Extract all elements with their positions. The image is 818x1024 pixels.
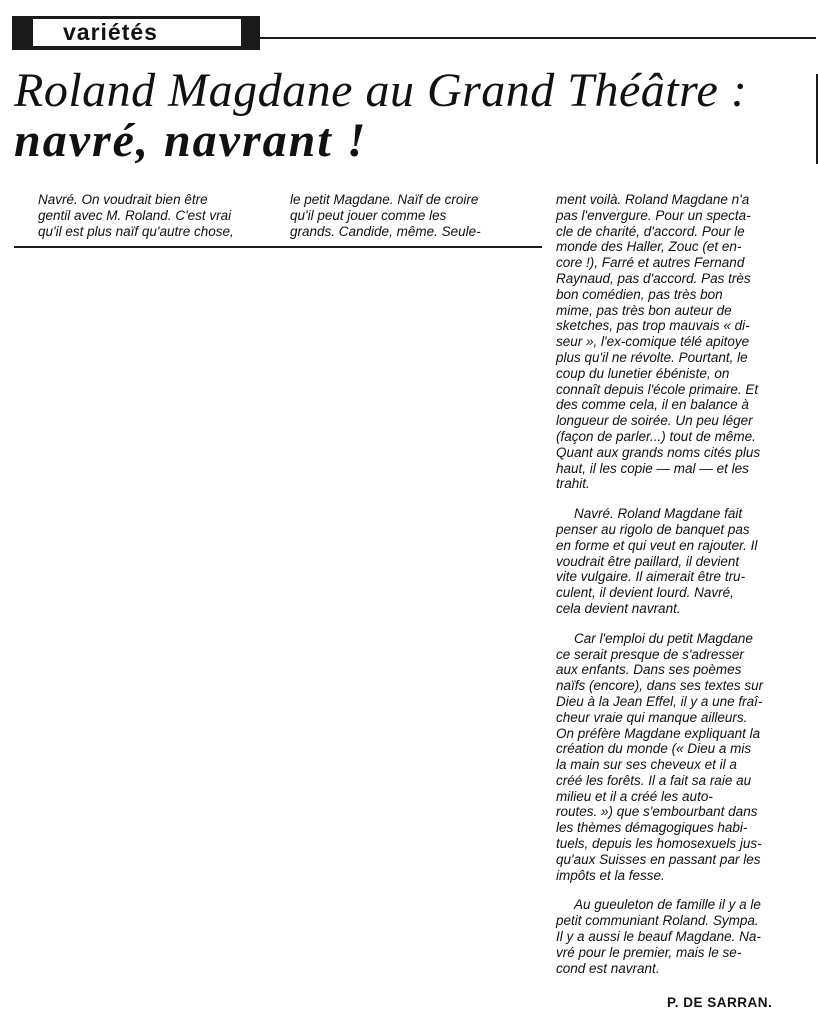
paragraph <box>18 192 276 239</box>
text-line: haut, il les copie — mal — et les <box>556 460 749 476</box>
text-line: plus qu'il ne révolte. Pourtant, le <box>556 349 748 365</box>
text-line: Navré. On voudrait bien être <box>38 192 208 207</box>
text-line: aux enfants. Dans ses poèmes <box>556 662 742 678</box>
text-line: en forme et qui veut en rajouter. Il <box>556 537 758 553</box>
text-line: Quant aux grands noms cités plus <box>556 444 761 460</box>
paragraph <box>556 631 806 884</box>
text-line: Il y a aussi le beauf Magdane. Na- <box>556 929 761 945</box>
text-line: voudrait être paillard, il devient <box>556 553 740 569</box>
text-line: seur », l'ex-comique télé apitoye <box>556 334 750 350</box>
text-line: connaît depuis l'école primaire. Et <box>556 381 759 397</box>
text-line: qu'il peut jouer comme les <box>290 207 447 223</box>
text-line: Car l'emploi du petit Magdane <box>574 630 753 646</box>
text-line: petit communiant Roland. Sympa. <box>556 913 759 929</box>
text-line: qu'aux Suisses en passant par les <box>556 851 761 867</box>
text-line: cond est navrant. <box>556 960 660 976</box>
text-line: vré pour le premier, mais le se- <box>556 944 742 960</box>
text-line: création du monde (« Dieu a mis <box>556 741 752 757</box>
text-line: milieu et il a créé les auto- <box>556 788 713 804</box>
text-line: culent, il devient lourd. Navré, <box>556 585 734 601</box>
text-line: les thèmes démagogiques habi- <box>556 820 748 836</box>
text-line: vite vulgaire. Il aimerait être tru- <box>556 569 746 585</box>
headline-line-1: Roland Magdane au Grand Théâtre : <box>14 64 748 117</box>
text-line: le petit Magdane. Naïf de croire <box>290 192 479 207</box>
text-line: cle de charité, d'accord. Pour le <box>556 223 745 239</box>
text-line: cheur vraie qui manque ailleurs. <box>556 709 748 725</box>
paragraph <box>556 192 806 492</box>
text-line: impôts et la fesse. <box>556 867 665 883</box>
article-column-2 <box>290 192 540 253</box>
text-line: tuels, depuis les homosexuels jus- <box>556 836 762 852</box>
text-line: (façon de parler...) tout de même. <box>556 428 756 444</box>
paragraph <box>556 897 806 976</box>
text-line: Dieu à la Jean Effel, il y a une fraî- <box>556 693 763 709</box>
author-signature: P. DE SARRAN. <box>667 995 773 1010</box>
text-line: monde des Haller, Zouc (et en- <box>556 239 742 255</box>
rubric-rule <box>260 37 816 39</box>
text-line: bon comédien, pas très bon <box>556 286 723 302</box>
text-line: grands. Candide, même. Seule- <box>290 223 481 239</box>
text-line: Navré. Roland Magdane fait <box>574 506 743 522</box>
text-line: core !), Farré et autres Fernand <box>556 255 745 271</box>
text-line: ment voilà. Roland Magdane n'a <box>556 192 750 207</box>
text-line: Raynaud, pas d'accord. Pas très <box>556 270 751 286</box>
headline-line-2: navré, navrant ! <box>14 114 368 167</box>
text-line: longueur de soirée. Un peu léger <box>556 413 753 429</box>
text-line: créé les forêts. Il a fait sa raie au <box>556 772 752 788</box>
text-line: mime, pas très bon auteur de <box>556 302 732 318</box>
paragraph <box>290 192 540 239</box>
columns-underline <box>14 246 542 248</box>
text-line: sketches, pas trop mauvais « di- <box>556 318 750 334</box>
rubric-label: variétés <box>33 19 241 46</box>
text-line: pas l'envergure. Pour un specta- <box>556 207 751 223</box>
text-line: la main sur ses cheveux et il a <box>556 757 737 773</box>
text-line: naïfs (encore), dans ses textes sur <box>556 678 764 694</box>
text-line: On préfère Magdane expliquant la <box>556 725 761 741</box>
text-line: qu'il est plus naïf qu'autre chose, <box>38 223 234 239</box>
text-line: des comme cela, il en balance à <box>556 397 749 413</box>
text-line: Au gueuleton de famille il y a le <box>574 897 761 913</box>
text-line: penser au rigolo de banquet pas <box>556 521 750 537</box>
text-line: gentil avec M. Roland. C'est vrai <box>38 207 232 223</box>
headline <box>14 66 804 166</box>
text-line: trahit. <box>556 476 590 492</box>
article-column-3 <box>556 192 806 990</box>
text-line: routes. ») que s'embourbant dans <box>556 804 758 820</box>
text-line: cela devient navrant. <box>556 600 681 616</box>
text-line: coup du lunetier ébéniste, on <box>556 365 730 381</box>
article-column-1 <box>18 192 276 253</box>
text-line: ce serait presque de s'adresser <box>556 646 744 662</box>
paragraph <box>556 506 806 617</box>
